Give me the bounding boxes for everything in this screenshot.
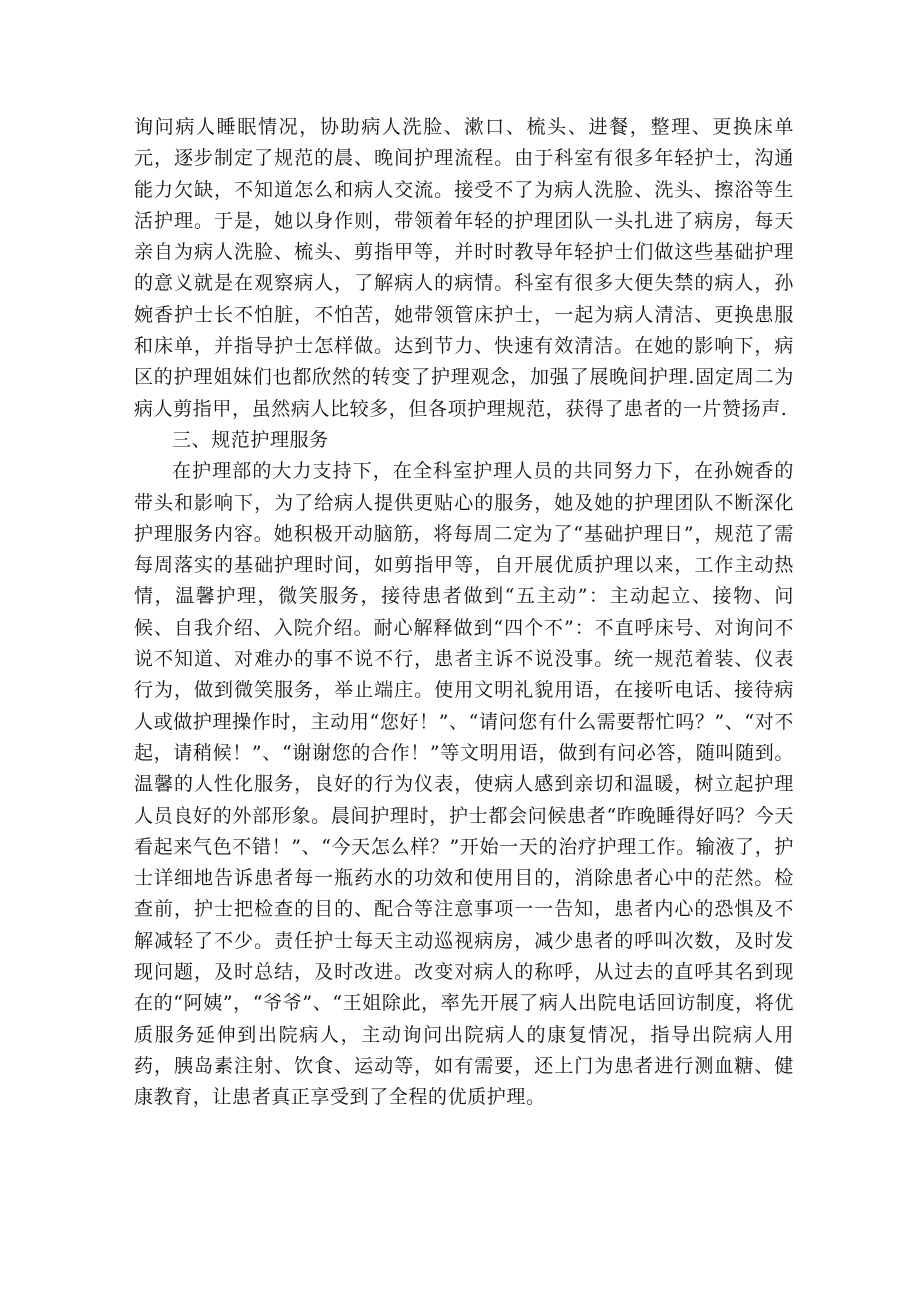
document-body	[134, 112, 794, 1114]
section-heading-standardized-nursing-service: 三、规范护理服务	[172, 428, 329, 451]
paragraph-nursing-service-details: 在护理部的大力支持下，在全科室护理人员的共同努力下，在孙婉香的带头和影响下，为了给病人提供更贴心的服务，她及她的护理团队不断深化护理服务内容。她积极开动脑筋，将每周二定为了“基础护理日”，规范了需每周落实的基础护理时间，如剪指甲等，自开展优质护理以来，工作主动热情，温馨护理，微笑服务，接待患者做到“五主动”：主动起立、接物、问候、自我介绍、入院介绍。耐心解释做到“四个不”：不直呼床号、对询问不说不知道、对难办的事不说不行，患者主诉不说没事。统一规范着装、仪表行为，做到微笑服务，举止端庄。使用文明礼貌用语，在接听电话、接待病人或做护理操作时，主动用“您好！”、“请问您有什么需要帮忙吗？”、“对不起，请稍候！”、“谢谢您的合作！”等文明用语，做到有问必答，随叫随到。温馨的人性化服务，良好的行为仪表，使病人感到亲切和温暖，树立起护理人员良好的外部形象。晨间护理时，护士都会问候患者“昨晚睡得好吗？今天看起来气色不错！”、“今天怎么样？”开始一天的治疗护理工作。输液了，护士详细地告诉患者每一瓶药水的功效和使用目的，消除患者心中的茫然。检查前，护士把检查的目的、配合等注意事项一一告知，患者内心的恐惧及不解减轻了不少。责任护士每天主动巡视病房，减少患者的呼叫次数，及时发现问题，及时总结，及时改进。改变对病人的称呼，从过去的直呼其名到现在的“阿姨”，“爷爷”、“王姐除此，率先开展了病人出院电话回访制度，将优质服务延伸到出院病人，主动询问出院病人的康复情况，指导出院病人用药，胰岛素注射、饮食、运动等，如有需要，还上门为患者进行测血糖、健康教育，让患者真正享受到了全程的优质护理。	[134, 460, 794, 1109]
paragraph-morning-evening-care: 询问病人睡眠情况，协助病人洗脸、漱口、梳头、进餐，整理、更换床单元，逐步制定了规范的晨、晚间护理流程。由于科室有很多年轻护士，沟通能力欠缺，不知道怎么和病人交流。接受不了为病人洗脸、洗头、擦浴等生活护理。于是，她以身作则，带领着年轻的护理团队一头扎进了病房，每天亲自为病人洗脸、梳头、剪指甲等，并时时教导年轻护士们做这些基础护理的意义就是在观察病人，了解病人的病情。科室有很多大便失禁的病人，孙婉香护士长不怕脏，不怕苦，她带领管床护士，一起为病人清洁、更换患服和床单，并指导护士怎样做。达到节力、快速有效清洁。在她的影响下，病区的护理姐妹们也都欣然的转变了护理观念，加强了展晚间护理.固定周二为病人剪指甲，虽然病人比较多，但各项护理规范，获得了患者的一片赞扬声.	[134, 116, 794, 420]
